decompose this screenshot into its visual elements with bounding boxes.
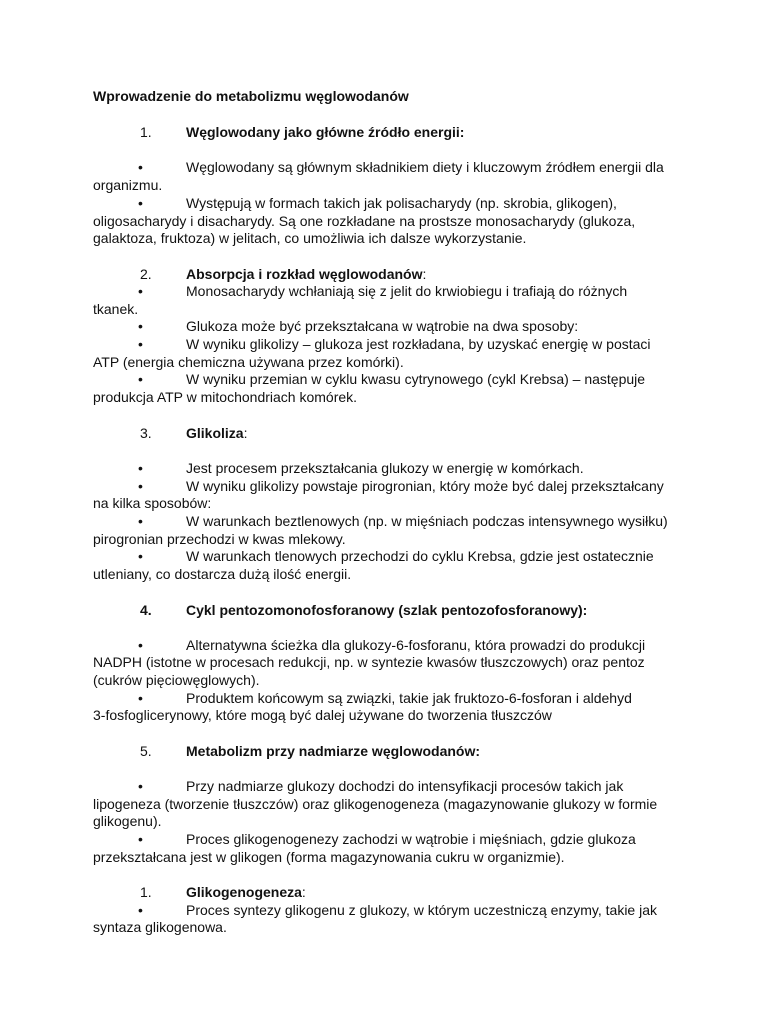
section-heading: Metabolizm przy nadmiarze węglowodanów: bbox=[186, 743, 481, 759]
section-number: 3. bbox=[140, 425, 152, 441]
list-item-text: W wyniku glikolizy powstaje pirogronian, który może być dalej przekształcany bbox=[186, 478, 664, 494]
list-item-text: W wyniku glikolizy – glukoza jest rozkładana, by uzyskać energię w postaci bbox=[186, 336, 651, 352]
list-item-text: Występują w formach takich jak polisacharydy (np. skrobia, glikogen), bbox=[186, 195, 617, 211]
document-title: Wprowadzenie do metabolizmu węglowodanów bbox=[93, 88, 409, 104]
list-item-text: (cukrów pięciowęglowych). bbox=[93, 672, 260, 688]
bullet-marker: • bbox=[138, 637, 143, 653]
list-item-text: tkanek. bbox=[93, 301, 139, 317]
section-heading: Cykl pentozomonofosforanowy (szlak pentozofosforanowy): bbox=[186, 602, 588, 618]
section-number: 1. bbox=[140, 884, 152, 900]
bullet-marker: • bbox=[138, 283, 143, 299]
bullet-marker: • bbox=[138, 831, 143, 847]
section-heading: Glikoliza: bbox=[186, 425, 248, 441]
list-item-text: produkcja ATP w mitochondriach komórek. bbox=[93, 389, 358, 405]
bullet-marker: • bbox=[138, 460, 143, 476]
bullet-marker: • bbox=[138, 478, 143, 494]
list-item-text: organizmu. bbox=[93, 177, 163, 193]
list-item-text: galaktoza, fruktoza) w jelitach, co umożliwia ich dalsze wykorzystanie. bbox=[93, 230, 527, 246]
bullet-marker: • bbox=[138, 778, 143, 794]
bullet-marker: • bbox=[138, 690, 143, 706]
list-item-text: NADPH (istotne w procesach redukcji, np. w syntezie kwasów tłuszczowych) oraz pentoz bbox=[93, 654, 645, 670]
list-item-text: Proces syntezy glikogenu z glukozy, w którym uczestniczą enzymy, takie jak bbox=[186, 902, 657, 918]
list-item-text: glikogenu). bbox=[93, 813, 162, 829]
list-item-text: oligosacharydy i disacharydy. Są one rozkładane na prostsze monosacharydy (glukoza, bbox=[93, 213, 636, 229]
list-item-text: pirogronian przechodzi w kwas mlekowy. bbox=[93, 531, 346, 547]
list-item-text: W warunkach tlenowych przechodzi do cyklu Krebsa, gdzie jest ostatecznie bbox=[186, 548, 654, 564]
list-item-text: Produktem końcowym są związki, takie jak fruktozo-6-fosforan i aldehyd bbox=[186, 690, 632, 706]
list-item-text: lipogeneza (tworzenie tłuszczów) oraz glikogenogeneza (magazynowanie glukozy w formie bbox=[93, 796, 658, 812]
list-item-text: Węglowodany są głównym składnikiem diety i kluczowym źródłem energii dla bbox=[186, 159, 664, 175]
list-item-text: W wyniku przemian w cyklu kwasu cytrynowego (cykl Krebsa) – następuje bbox=[186, 371, 646, 387]
section-number: 5. bbox=[140, 743, 152, 759]
list-item-text: Alternatywna ścieżka dla glukozy-6-fosforanu, która prowadzi do produkcji bbox=[186, 637, 646, 653]
section-heading: Glikogenogeneza: bbox=[186, 884, 306, 900]
bullet-marker: • bbox=[138, 195, 143, 211]
list-item-text: ATP (energia chemiczna używana przez komórki). bbox=[93, 354, 404, 370]
list-item-text: na kilka sposobów: bbox=[93, 495, 212, 511]
list-item-text: Proces glikogenogenezy zachodzi w wątrobie i mięśniach, gdzie glukoza bbox=[186, 831, 636, 847]
list-item-text: Jest procesem przekształcania glukozy w energię w komórkach. bbox=[186, 460, 584, 476]
section-number: 4. bbox=[140, 602, 152, 618]
list-item-text: W warunkach beztlenowych (np. w mięśniach podczas intensywnego wysiłku) bbox=[186, 513, 668, 529]
list-item-text: syntaza glikogenowa. bbox=[93, 919, 227, 935]
bullet-marker: • bbox=[138, 902, 143, 918]
bullet-marker: • bbox=[138, 318, 143, 334]
bullet-marker: • bbox=[138, 513, 143, 529]
list-item-text: Monosacharydy wchłaniają się z jelit do krwiobiegu i trafiają do różnych bbox=[186, 283, 628, 299]
section-number: 1. bbox=[140, 124, 152, 140]
list-item-text: utleniany, co dostarcza dużą ilość energii. bbox=[93, 566, 352, 582]
bullet-marker: • bbox=[138, 548, 143, 564]
list-item-text: Przy nadmiarze glukozy dochodzi do intensyfikacji procesów takich jak bbox=[186, 778, 624, 794]
bullet-marker: • bbox=[138, 159, 143, 175]
bullet-marker: • bbox=[138, 371, 143, 387]
bullet-marker: • bbox=[138, 336, 143, 352]
list-item-text: przekształcana jest w glikogen (forma magazynowania cukru w organizmie). bbox=[93, 849, 565, 865]
section-heading: Absorpcja i rozkład węglowodanów: bbox=[186, 266, 427, 282]
section-number: 2. bbox=[140, 266, 152, 282]
list-item-text: Glukoza może być przekształcana w wątrobie na dwa sposoby: bbox=[186, 318, 579, 334]
list-item-text: 3-fosfoglicerynowy, które mogą być dalej używane do tworzenia tłuszczów bbox=[93, 707, 552, 723]
section-heading: Węglowodany jako główne źródło energii: bbox=[186, 124, 465, 140]
